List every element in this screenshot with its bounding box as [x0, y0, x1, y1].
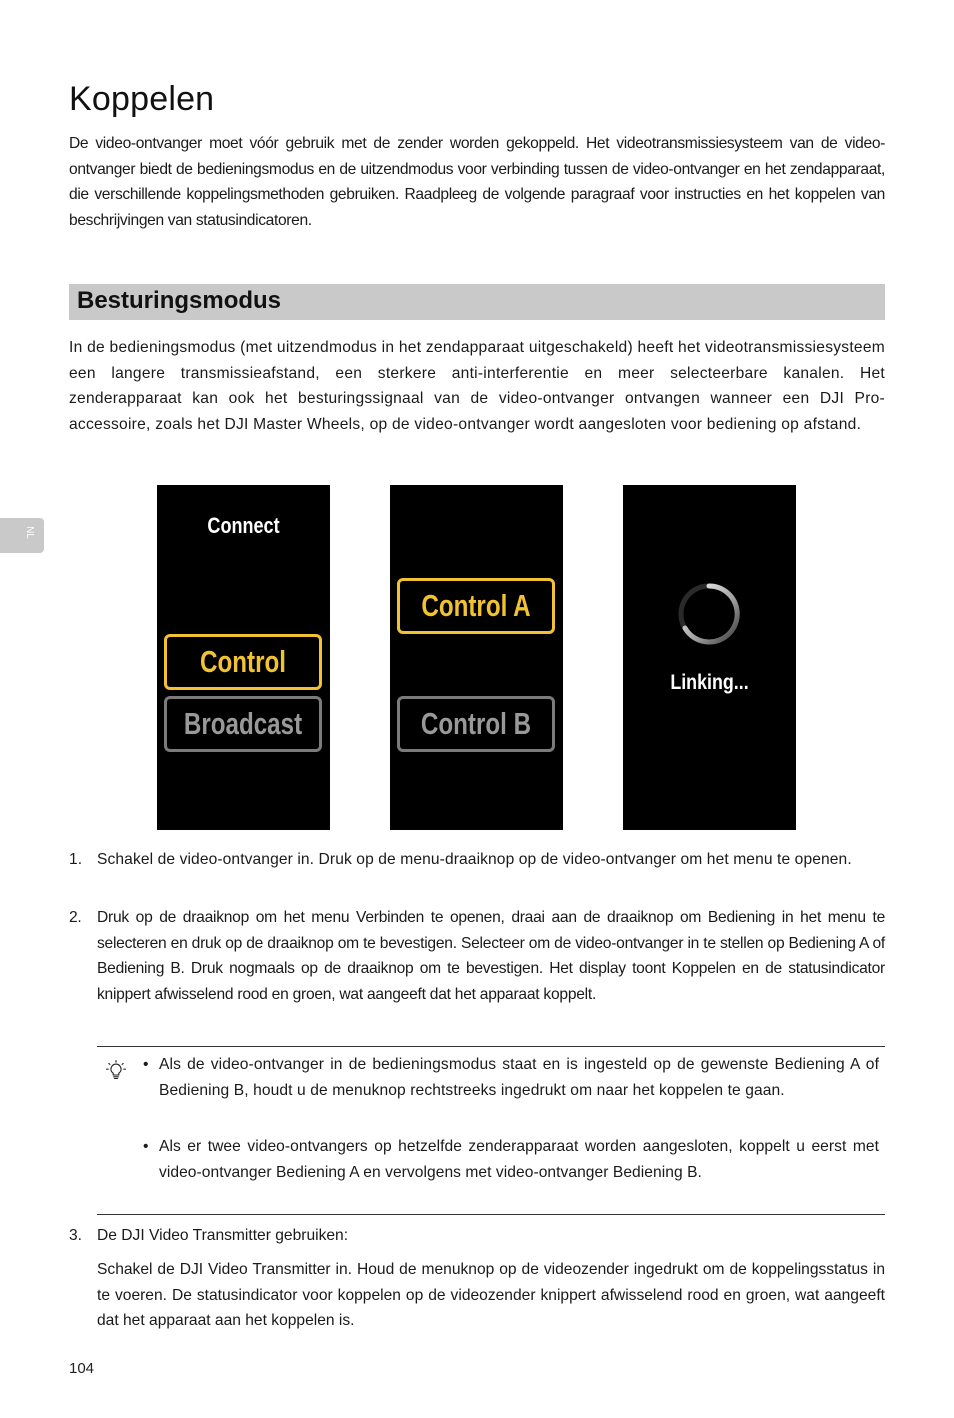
bullet: • [143, 1056, 149, 1073]
linking-label: Linking... [670, 671, 749, 694]
tip-text: Als de video-ontvanger in de bedieningsmodus staat en is ingesteld op de gewenste Bediening A of Bediening B, houdt u de menuknop rechtstreeks ingedrukt om naar het koppelen te gaan. [159, 1056, 879, 1099]
step-text: De DJI Video Transmitter gebruiken: [97, 1227, 349, 1244]
broadcast-option[interactable] [164, 696, 322, 752]
step-number: 3. [69, 1227, 83, 1244]
step-text: Schakel de video-ontvanger in. Druk op de menu-draaiknop op de video-ontvanger om het menu te openen. [97, 851, 852, 868]
step-3-detail: Schakel de DJI Video Transmitter in. Houd de menuknop op de videozender ingedrukt om de koppelingsstatus in te voeren. De statusindicator voor koppelen op de videozender knippert afwisselend rood en groen, wat aangeeft dat het apparaat aan het koppelen is. [97, 1261, 885, 1329]
page-number: 104 [69, 1360, 95, 1377]
language-tab-label: NL [23, 526, 35, 539]
step-number: 2. [69, 909, 82, 926]
step-1 [69, 847, 885, 873]
step-2 [69, 905, 885, 1007]
page-title: Koppelen [69, 80, 215, 118]
linking-screen [623, 485, 796, 830]
control-b-option-label: Control B [420, 706, 532, 741]
lightbulb-icon [106, 1060, 126, 1080]
bullet: • [143, 1138, 149, 1155]
step-number: 1. [69, 851, 83, 868]
control-b-option[interactable] [397, 696, 555, 752]
tips-box [97, 1046, 885, 1215]
broadcast-option-label: Broadcast [183, 706, 303, 741]
control-select-screen [390, 485, 563, 830]
section-header-bar [69, 284, 885, 320]
connect-screen-title: Connect [207, 513, 280, 538]
control-option[interactable] [164, 634, 322, 690]
control-a-option[interactable] [397, 578, 555, 634]
loading-spinner-icon [676, 581, 742, 647]
control-a-option-label: Control A [421, 588, 531, 623]
intro-paragraph: De video-ontvanger moet vóór gebruik met de zender worden gekoppeld. Het videotransmissiesysteem van de video-ontvanger biedt de bedieningsmodus en de uitzendmodus voor verbinding tussen de video-ontvanger en het zendapparaat, die verschillende koppelingsmethoden gebruiken. Raadpleeg de volgende paragraaf voor instructies en het koppelen van beschrijvingen van statusindicatoren. [69, 135, 885, 229]
tip-item [143, 1134, 879, 1185]
tip-item [143, 1052, 879, 1103]
tip-text: Als er twee video-ontvangers op hetzelfde zenderapparaat worden aangesloten, koppelt u eerst met video-ontvanger Bediening A en vervolgens met video-ontvanger Bediening B. [159, 1138, 879, 1181]
section-title: Besturingsmodus [77, 287, 282, 314]
step-3 [69, 1223, 885, 1249]
step-text: Druk op de draaiknop om het menu Verbinden te openen, draai aan de draaiknop om Bediening in het menu te selecteren en druk op de draaiknop om te bevestigen. Selecteer om de video-ontvanger in te stellen op Bediening A of Bediening B. Druk nogmaals op de draaiknop om te bevestigen. Het display toont Koppelen en de statusindicator knippert afwisselend rood en groen, wat aangeeft dat het apparaat koppelt. [97, 909, 885, 1003]
language-side-tab [0, 518, 44, 553]
control-option-label: Control [200, 644, 286, 679]
section-paragraph: In de bedieningsmodus (met uitzendmodus in het zendapparaat uitgeschakeld) heeft het videotransmissiesysteem een langere transmissieafstand, een sterkere anti-interferentie en meer selecteerbare kanalen. Het zenderapparaat kan ook het besturingssignaal van de video-ontvanger ontvangen wanneer een DJI Pro-accessoire, zoals het DJI Master Wheels, op de video-ontvanger wordt aangesloten voor bediening op afstand. [69, 339, 885, 433]
connect-screen [157, 485, 330, 830]
